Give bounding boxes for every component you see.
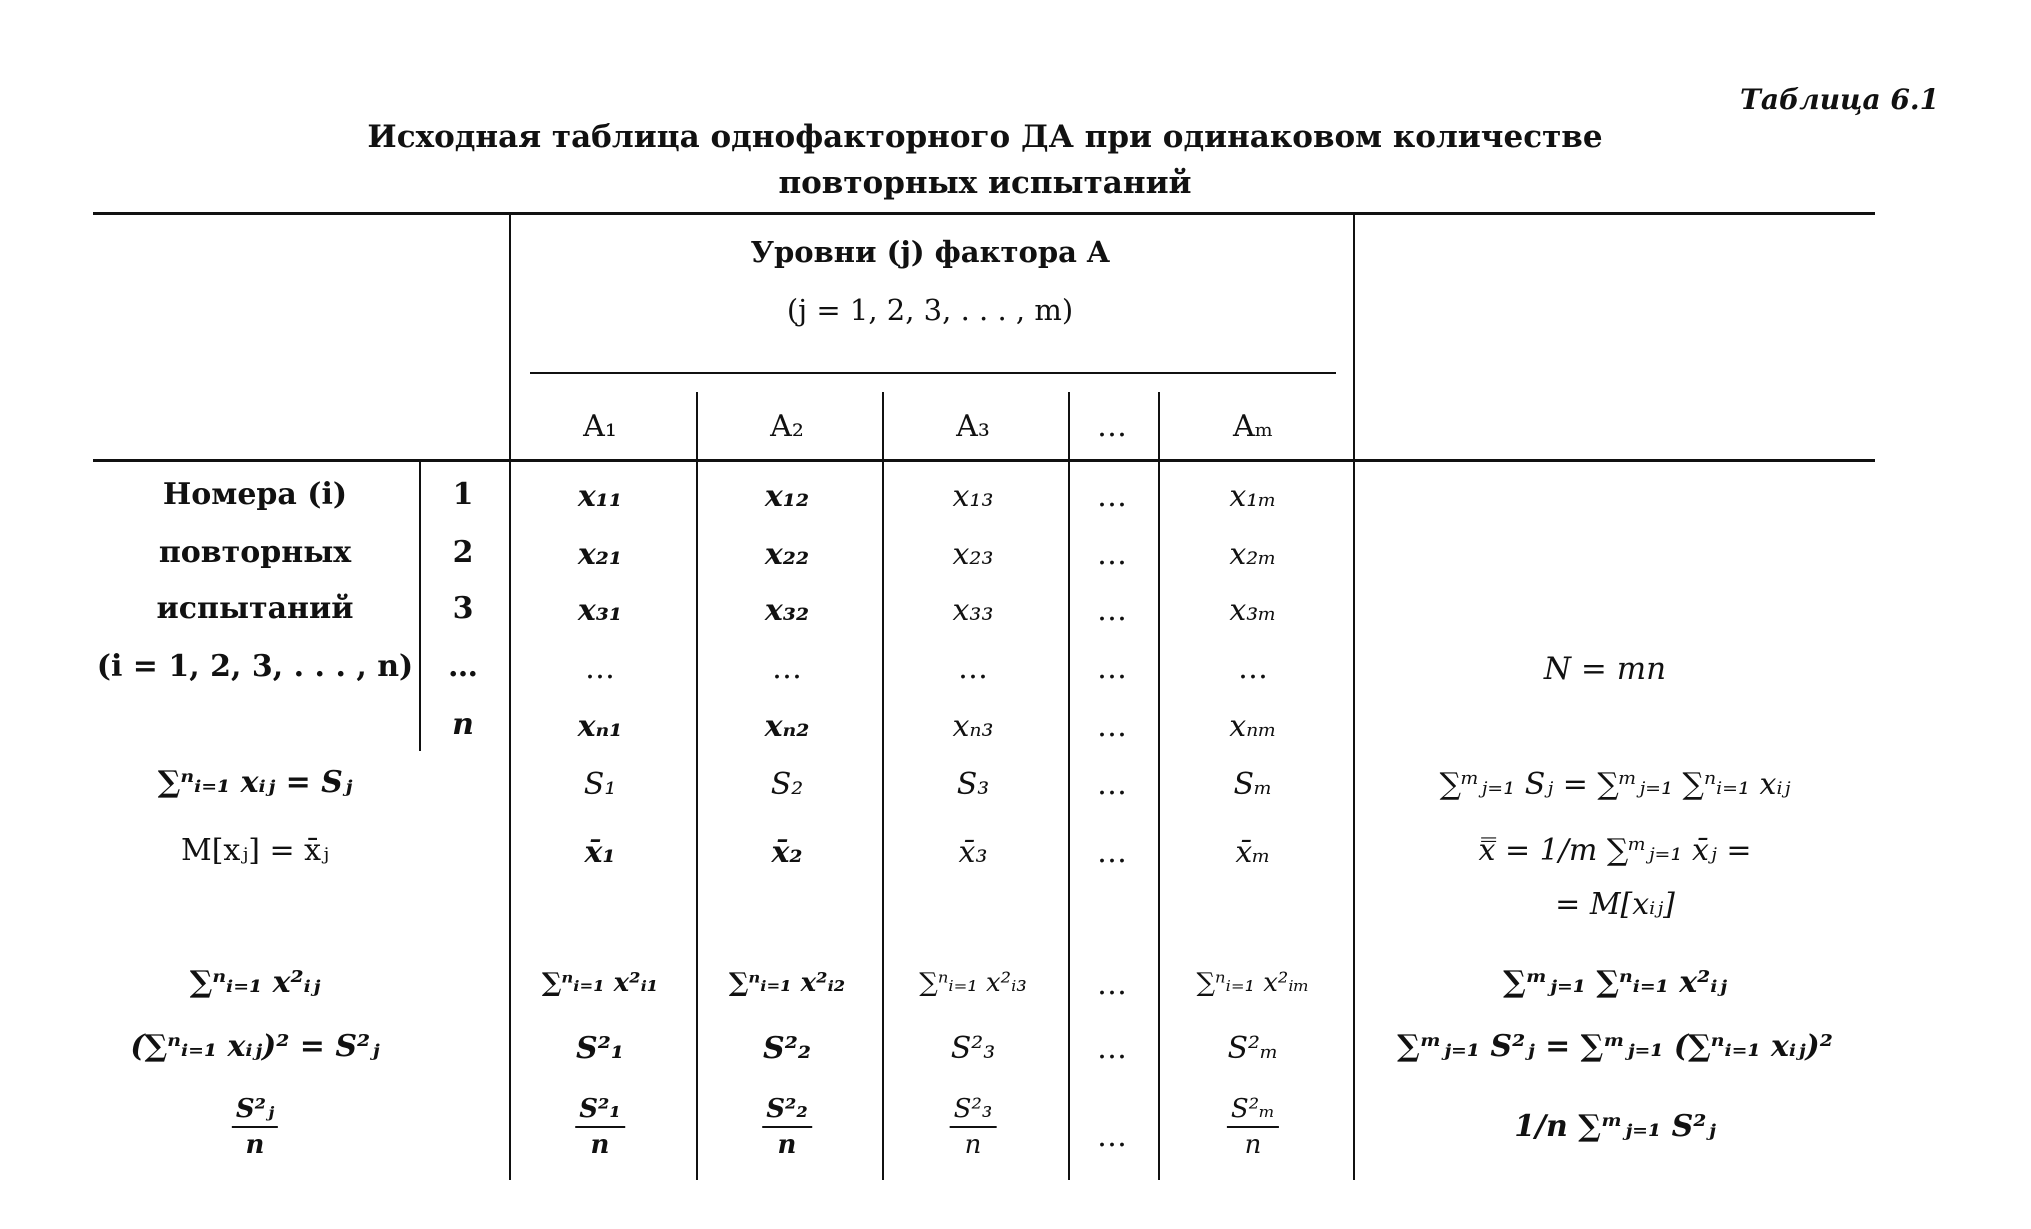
row-index: 3 (452, 591, 474, 626)
table-cell: x̄ₘ (1235, 835, 1271, 870)
row-group-label: Номера (i) (162, 477, 348, 512)
table-cell: … (958, 651, 988, 686)
column-header: A₂ (770, 409, 804, 444)
table-cell: S²₁ (576, 1031, 624, 1066)
table-cell: S²₃ (950, 1031, 996, 1066)
ratio-cell (762, 1094, 812, 1160)
table-label: Таблица 6.1 (1740, 83, 1940, 116)
column-header: … (1097, 409, 1127, 444)
table-cell: xₙ₂ (764, 709, 810, 744)
ratio-row-total: 1/n ∑ᵐⱼ₌₁ S²ⱼ (1514, 1109, 1716, 1144)
table-cell: x₂₃ (952, 537, 994, 572)
table-title-line1: Исходная таблица однофакторного ДА при одинаковом количестве (367, 119, 1603, 155)
row-index: … (448, 649, 478, 684)
ratio-denominator: n (590, 1130, 610, 1160)
table-cell: … (1238, 651, 1268, 686)
col-divider-2 (882, 392, 884, 1180)
table-cell: … (772, 651, 802, 686)
col-divider-1 (696, 392, 698, 1180)
table-cell: ∑ⁿᵢ₌₁ x²ᵢₘ (1196, 968, 1310, 998)
table-cell: … (1097, 479, 1127, 514)
table-cell: x₁ₘ (1229, 479, 1277, 514)
table-cell: S²₂ (763, 1031, 811, 1066)
row-index: 1 (452, 477, 474, 512)
table-cell: x₁₁ (577, 479, 623, 514)
col-divider-4 (1158, 392, 1160, 1180)
table-cell: x̄₁ (584, 835, 616, 870)
ratio-row-label (232, 1094, 278, 1160)
table-cell: xₙ₁ (577, 709, 623, 744)
row-group-label: повторных (158, 535, 352, 570)
row-index: n (452, 707, 474, 742)
col-divider-3 (1068, 392, 1070, 1180)
table-cell: x₃₃ (952, 593, 994, 628)
table-cell: … (1097, 835, 1127, 870)
table-title-line2: повторных испытаний (778, 165, 1192, 201)
table-cell: xₙ₃ (952, 709, 994, 744)
mean-row-total-cont: = M[xᵢⱼ] (1555, 887, 1675, 922)
table-cell: ∑ⁿᵢ₌₁ x²ᵢ₂ (728, 968, 846, 998)
ratio-cell (1227, 1094, 1279, 1160)
sum-row-total: ∑ᵐⱼ₌₁ Sⱼ = ∑ᵐⱼ₌₁ ∑ⁿᵢ₌₁ xᵢⱼ (1439, 767, 1791, 802)
table-cell: x₂ₘ (1229, 537, 1277, 572)
sum-sq-row-label: (∑ⁿᵢ₌₁ xᵢⱼ)² = S²ⱼ (130, 1029, 380, 1064)
header-rule (93, 459, 1875, 462)
row-group-label: (i = 1, 2, 3, . . . , n) (96, 649, 414, 684)
ratio-numerator: S²₁ (575, 1094, 625, 1128)
table-cell: x₁₃ (952, 479, 994, 514)
total-count-expr: N = mn (1543, 651, 1667, 687)
table-cell: S₃ (956, 767, 990, 802)
levels-range: (j = 1, 2, 3, . . . , m) (786, 293, 1074, 327)
ratio-numerator: S²₃ (950, 1094, 997, 1128)
ratio-numerator: S²₂ (762, 1094, 812, 1128)
table-cell: … (1097, 709, 1127, 744)
table-cell: x₃ₘ (1229, 593, 1277, 628)
sq-sum-row-total: ∑ᵐⱼ₌₁ ∑ⁿᵢ₌₁ x²ᵢⱼ (1503, 965, 1727, 1000)
ratio-numerator: S²ₘ (1227, 1094, 1279, 1128)
table-cell: x₁₂ (764, 479, 810, 514)
table-cell: … (1097, 1031, 1127, 1066)
ratio-denominator: n (964, 1130, 982, 1160)
mean-row-total: x̿ = 1/m ∑ᵐⱼ₌₁ x̄ⱼ = (1478, 833, 1752, 868)
levels-label: Уровни (j) фактора A (750, 235, 1110, 269)
table-cell: … (1097, 651, 1127, 686)
row-index: 2 (452, 535, 474, 570)
ratio-denominator: n (1244, 1130, 1262, 1160)
table-cell: S²ₘ (1227, 1031, 1279, 1066)
table-cell: x₃₂ (764, 593, 810, 628)
levels-underline (530, 372, 1336, 374)
table-cell: … (1097, 967, 1127, 1002)
table-cell: x̄₃ (958, 835, 988, 870)
table-cell: S₁ (583, 767, 617, 802)
table-cell: … (585, 651, 615, 686)
ratio-row-label-denominator: n (245, 1130, 265, 1160)
row-group-label: испытаний (156, 591, 354, 626)
sum-sq-row-total: ∑ᵐⱼ₌₁ S²ⱼ = ∑ᵐⱼ₌₁ (∑ⁿᵢ₌₁ xᵢⱼ)² (1397, 1029, 1833, 1064)
sum-row-label: ∑ⁿᵢ₌₁ xᵢⱼ = Sⱼ (157, 765, 353, 800)
top-rule (93, 212, 1875, 215)
table-cell: x₂₂ (764, 537, 810, 572)
table-cell: Sₘ (1233, 767, 1273, 802)
ratio-row-label-numerator: S²ⱼ (232, 1094, 278, 1128)
index-divider (419, 461, 421, 751)
table-cell: … (1097, 537, 1127, 572)
table-cell: … (1097, 593, 1127, 628)
column-header: A₁ (583, 409, 617, 444)
sq-sum-row-label: ∑ⁿᵢ₌₁ x²ᵢⱼ (189, 965, 321, 1000)
column-header: A₃ (956, 409, 990, 444)
ratio-cell (950, 1094, 997, 1160)
table-cell: ∑ⁿᵢ₌₁ x²ᵢ₁ (541, 968, 659, 998)
table-cell: S₂ (770, 767, 804, 802)
table-cell: x̄₂ (771, 835, 803, 870)
table-cell: xₙₘ (1229, 709, 1277, 744)
table-cell: ∑ⁿᵢ₌₁ x²ᵢ₃ (919, 968, 1027, 998)
col-divider-right (1353, 214, 1355, 1180)
mean-row-label: M[xⱼ] = x̄ⱼ (180, 833, 330, 868)
table-cell: x₂₁ (577, 537, 623, 572)
ratio-cell (575, 1094, 625, 1160)
column-header: Aₘ (1232, 409, 1274, 444)
ratio-denominator: n (777, 1130, 797, 1160)
table-cell: … (1097, 767, 1127, 802)
table-cell: x₃₁ (577, 593, 623, 628)
table-cell: … (1097, 1119, 1127, 1154)
col-divider-main (509, 214, 511, 1180)
